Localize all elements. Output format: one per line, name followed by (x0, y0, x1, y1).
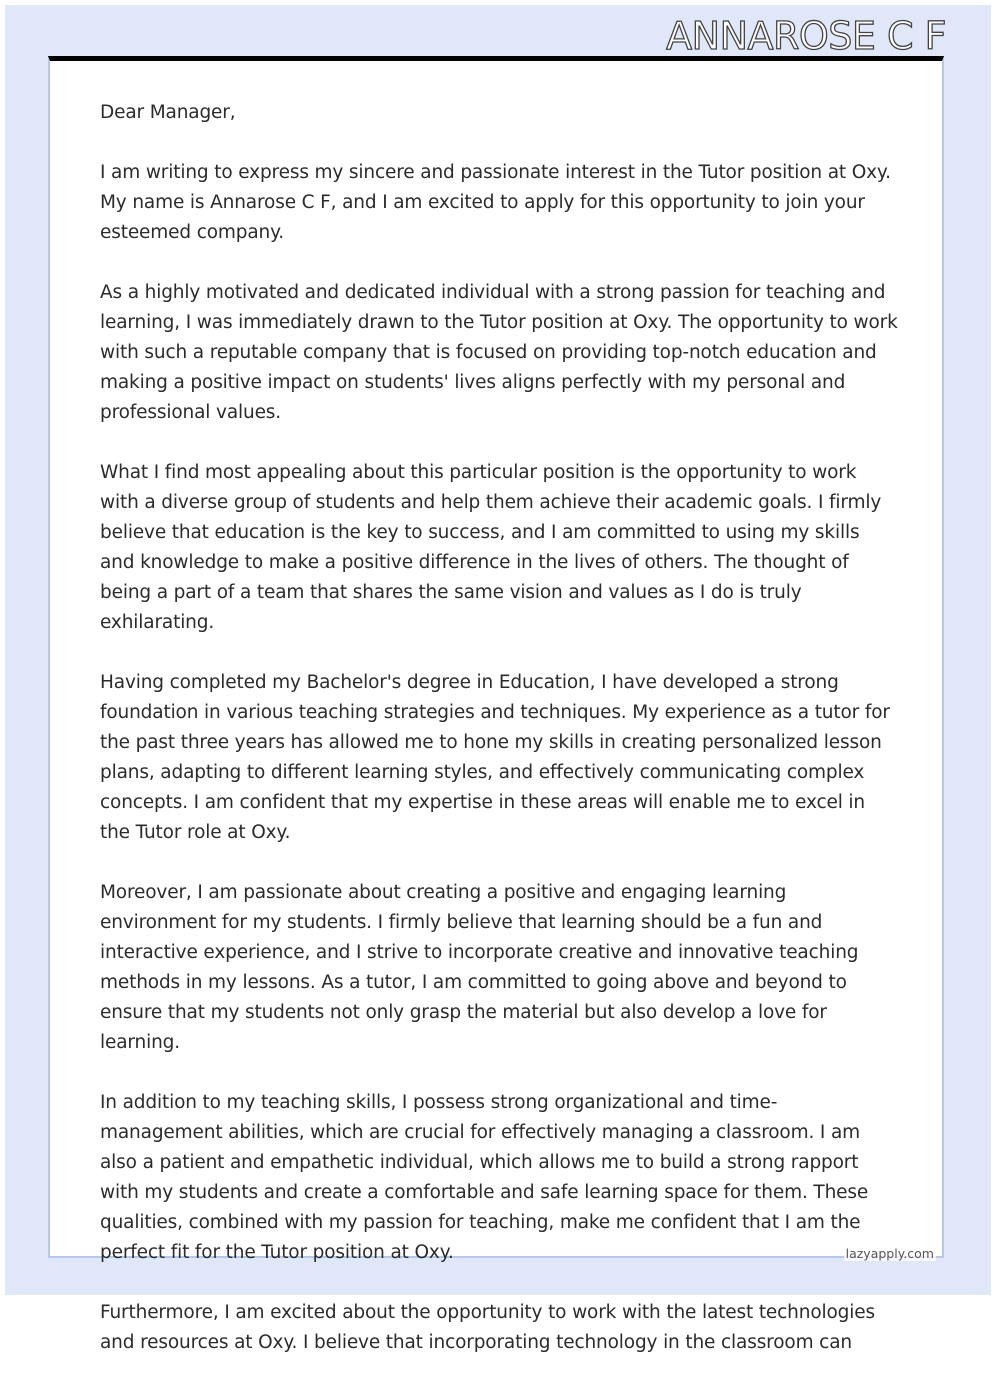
applicant-name-heading: ANNAROSE C F (666, 14, 946, 58)
letter-paragraph-1: I am writing to express my sincere and passionate interest in the Tutor position at Oxy. My name is Annarose C F, and I am excited to apply for this opportunity to join your esteemed company. (100, 162, 891, 243)
letter-paragraph-4: Having completed my Bachelor's degree in Education, I have developed a strong foundation in various teaching strategies and techniques. My experience as a tutor for the past three years has allowed me to hone my skills in creating personalized lesson plans, adapting to different learning styles, and effectively communicating complex concepts. I am confident that my expertise in these areas will enable me to excel in the Tutor role at Oxy. (100, 672, 890, 843)
letter-paragraph-3: What I find most appealing about this particular position is the opportunity to work with a diverse group of students and help them achieve their academic goals. I firmly believe that education is the key to success, and I am committed to using my skills and knowledge to make a positive difference in the lives of others. The thought of being a part of a team that shares the same vision and values as I do is truly exhilarating. (100, 462, 882, 633)
letter-paragraph-6: In addition to my teaching skills, I possess strong organizational and time-management abilities, which are crucial for effectively managing a classroom. I am also a patient and empathetic individual, which allows me to build a strong rapport with my students and create a comfortable and safe learning space for them. These qualities, combined with my passion for teaching, make me confident that I am the perfect fit for the Tutor position at Oxy. (100, 1092, 869, 1263)
letter-paragraph-5: Moreover, I am passionate about creating a positive and engaging learning environment for my students. I firmly believe that learning should be a fun and interactive experience, and I strive to incorporate creative and innovative teaching methods in my lessons. As a tutor, I am committed to going above and beyond to ensure that my students not only grasp the material but also develop a love for learning. (100, 882, 859, 1053)
letter-greeting: Dear Manager, (100, 102, 236, 123)
letter-paragraph-7: Furthermore, I am excited about the opportunity to work with the latest technologies and resources at Oxy. I believe that incorporating technology in the classroom can (100, 1302, 875, 1353)
letter-body (100, 98, 898, 1388)
letter-paragraph-2: As a highly motivated and dedicated individual with a strong passion for teaching and learning, I was immediately drawn to the Tutor position at Oxy. The opportunity to work with such a reputable company that is focused on providing top-notch education and making a positive impact on students' lives aligns perfectly with my personal and professional values. (100, 282, 898, 423)
site-watermark: lazyapply.com (845, 1246, 934, 1261)
